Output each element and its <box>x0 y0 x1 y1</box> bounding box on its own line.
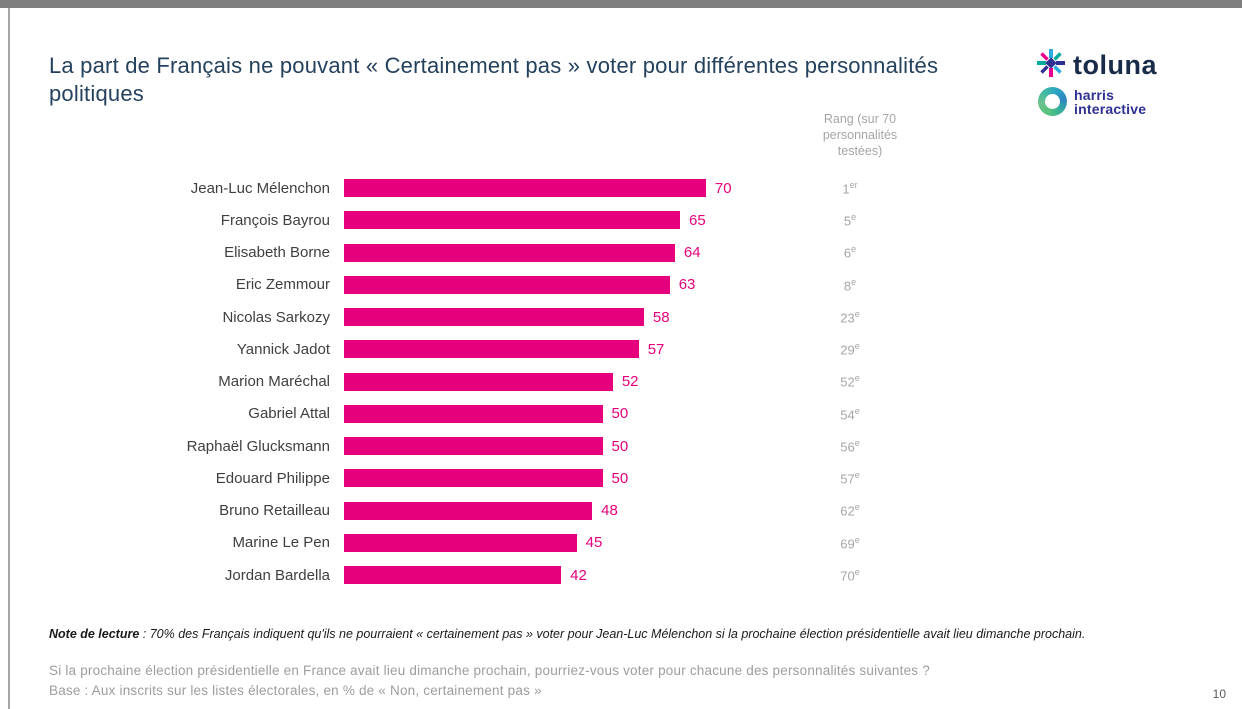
bar-value: 50 <box>611 469 629 487</box>
bar-label: François Bayrou <box>220 211 330 229</box>
bar-zone <box>344 502 774 520</box>
rank-suffix: e <box>851 244 857 255</box>
bar-label: Jordan Bardella <box>224 566 330 584</box>
bar <box>344 566 561 584</box>
rank-suffix: e <box>854 373 860 384</box>
rank-number: 5 <box>843 213 852 229</box>
rank-cell <box>774 244 926 260</box>
bar-zone <box>344 340 774 358</box>
chart-row <box>49 495 979 527</box>
rank-suffix: e <box>854 437 860 448</box>
rank-suffix: e <box>854 502 860 513</box>
toluna-asterisk-icon <box>1036 48 1066 83</box>
bar <box>344 340 639 358</box>
slide <box>10 8 1242 709</box>
harris-wordmark: harris interactive <box>1074 86 1147 117</box>
bar-label: Edouard Philippe <box>215 469 330 487</box>
bar-value: 65 <box>689 211 706 229</box>
bar-value: 58 <box>652 308 670 326</box>
bar <box>344 437 603 455</box>
rank-number: 54 <box>840 407 855 423</box>
bar <box>344 211 680 229</box>
reading-note-label: Note de lecture <box>49 627 140 641</box>
bar-label: Yannick Jadot <box>236 340 330 358</box>
rank-suffix: e <box>854 405 860 416</box>
rank-cell <box>774 567 926 583</box>
chart-row <box>49 237 979 269</box>
rank-cell <box>774 406 926 422</box>
chart-rows <box>49 172 979 591</box>
rank-suffix: e <box>851 212 857 223</box>
chart-row <box>49 333 979 365</box>
rank-number: 1 <box>842 181 850 197</box>
rank-cell <box>774 309 926 325</box>
rank-number: 70 <box>840 568 855 584</box>
bar-value: 52 <box>621 373 639 391</box>
bar-label: Marion Maréchal <box>218 373 330 391</box>
bar-label: Marine Le Pen <box>232 534 330 552</box>
rank-cell <box>774 438 926 454</box>
bar-value: 50 <box>611 405 629 423</box>
bar-value: 63 <box>678 276 696 294</box>
bar-zone <box>344 308 774 326</box>
survey-base: Base : Aux inscrits sur les listes électorales, en % de « Non, certainement pas » <box>49 683 542 698</box>
rank-cell <box>774 277 926 293</box>
bar <box>344 276 670 294</box>
logo-block <box>1036 48 1206 116</box>
rank-number: 69 <box>840 536 855 552</box>
bar <box>344 405 603 423</box>
chart-row <box>49 559 979 591</box>
toluna-wordmark: toluna <box>1073 50 1157 80</box>
bar <box>344 179 706 197</box>
viewer-top-edge <box>0 0 1242 8</box>
rank-suffix: e <box>854 566 860 577</box>
bar-value: 64 <box>683 244 701 262</box>
chart-row <box>49 301 979 333</box>
bar <box>344 469 603 487</box>
rank-cell <box>774 212 926 228</box>
rank-number: 23 <box>840 310 855 326</box>
rank-number: 56 <box>840 439 855 455</box>
chart-row <box>49 430 979 462</box>
bar-zone <box>344 373 774 391</box>
bar-label: Raphaël Glucksmann <box>186 437 330 455</box>
rank-suffix: er <box>849 179 858 190</box>
rank-cell <box>774 502 926 518</box>
bar-zone <box>344 244 774 262</box>
rank-number: 8 <box>843 278 852 294</box>
bar <box>344 244 675 262</box>
bar <box>344 534 577 552</box>
rank-cell <box>774 535 926 551</box>
rank-number: 62 <box>840 503 855 519</box>
rank-number: 6 <box>843 245 852 261</box>
rank-suffix: e <box>854 341 860 352</box>
bar-value: 48 <box>601 502 618 520</box>
bar-value: 45 <box>585 534 603 552</box>
rank-cell <box>774 180 926 196</box>
rank-suffix: e <box>854 534 860 545</box>
bar-label: Eric Zemmour <box>235 276 330 294</box>
rank-cell <box>774 341 926 357</box>
reading-note-text: : 70% des Français indiquent qu'ils ne pourraient « certainement pas » voter pour Jean-Luc Mélenchon si la prochaine élection présidentielle avait lieu dimanche prochain. <box>139 627 1086 641</box>
bar-zone <box>344 405 774 423</box>
chart-row <box>49 366 979 398</box>
bar-value: 50 <box>611 437 629 455</box>
rank-suffix: e <box>854 308 860 319</box>
harris-interactive-logo <box>1038 87 1206 116</box>
rank-cell <box>774 373 926 389</box>
rank-number: 57 <box>840 471 855 487</box>
bar <box>344 308 644 326</box>
toluna-logo <box>1036 48 1206 83</box>
bar <box>344 502 592 520</box>
bar-value: 70 <box>714 179 732 197</box>
bar-label: Gabriel Attal <box>248 405 330 423</box>
bar-label: Nicolas Sarkozy <box>222 308 330 326</box>
bar-value: 57 <box>647 340 665 358</box>
bar-zone <box>344 211 774 229</box>
survey-question: Si la prochaine élection présidentielle en France avait lieu dimanche prochain, pourriez-vous voter pour chacune des personnalités suivantes ? <box>49 663 930 678</box>
chart-row <box>49 527 979 559</box>
page-title: La part de Français ne pouvant « Certainement pas » voter pour différentes personnalités politiques <box>49 53 939 106</box>
bar-zone <box>344 566 774 584</box>
harris-ring-icon <box>1038 87 1067 116</box>
chart-row <box>49 398 979 430</box>
bar-zone <box>344 276 774 294</box>
bar-zone <box>344 437 774 455</box>
bar-zone <box>344 179 774 197</box>
rank-column-header: Rang (sur 70 personnalités testées) <box>822 112 898 158</box>
reading-note <box>49 625 1144 644</box>
bar-label: Bruno Retailleau <box>219 502 330 520</box>
rank-suffix: e <box>851 276 857 287</box>
bar-label: Jean-Luc Mélenchon <box>190 179 330 197</box>
page-number: 10 <box>1212 687 1226 701</box>
bar-value: 42 <box>570 566 587 584</box>
rank-cell <box>774 470 926 486</box>
bar-label: Elisabeth Borne <box>224 244 330 262</box>
chart-row <box>49 462 979 494</box>
chart-row <box>49 269 979 301</box>
bar-zone <box>344 469 774 487</box>
bar-chart <box>49 172 979 591</box>
rank-number: 29 <box>840 342 855 358</box>
bar-zone <box>344 534 774 552</box>
rank-number: 52 <box>840 374 855 390</box>
chart-row <box>49 204 979 236</box>
bar <box>344 373 613 391</box>
chart-row <box>49 172 979 204</box>
rank-suffix: e <box>854 470 860 481</box>
